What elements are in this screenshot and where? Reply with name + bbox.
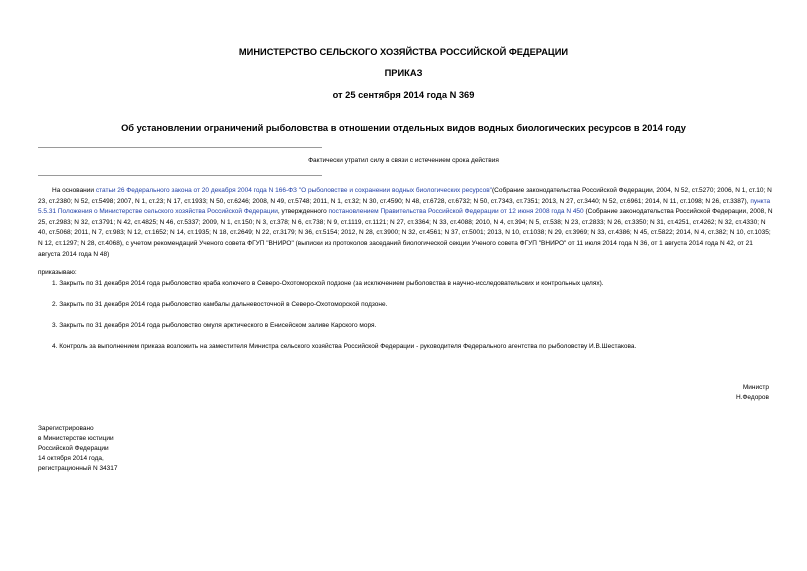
registration-line-2: в Министерстве юстиции <box>38 435 114 442</box>
validity-notice: Фактически утратил силу в связи с истечением срока действия <box>308 157 499 164</box>
link-government-resolution[interactable]: постановлением Правительства Российской Федерации от 12 июня 2008 года N 450 <box>328 208 584 216</box>
registration-line-5: регистрационный N 34317 <box>38 465 118 472</box>
registration-line-3: Российской Федерации <box>38 445 109 452</box>
basis-text-3: , утвержденного <box>277 208 329 216</box>
basis-text-1: На основании <box>52 187 96 194</box>
item-3: 3. Закрыть по 31 декабря 2014 года рыболовство омуля арктического в Енисейском заливе Карского моря. <box>52 322 377 329</box>
registration-line-4: 14 октября 2014 года, <box>38 455 104 462</box>
link-clause-5-5-31[interactable]: пункта 5.5.31 Положения о Министерстве сельского хозяйства Российской Федерации <box>38 197 771 216</box>
document-title: Об установлении ограничений рыболовства в отношении отдельных видов водных биологических ресурсов в 2014 году <box>121 123 686 133</box>
item-1: 1. Закрыть по 31 декабря 2014 года рыболовство краба колючего в Северо-Охотоморской подзоне (за исключением рыболовства в научно-исследовательских и контрольных целях). <box>52 280 604 287</box>
divider-top <box>38 147 322 148</box>
ministry-heading: МИНИСТЕРСТВО СЕЛЬСКОГО ХОЗЯЙСТВА РОССИЙСКОЙ ФЕДЕРАЦИИ <box>238 47 569 57</box>
decree-word: приказываю: <box>38 269 77 276</box>
divider-bottom <box>38 175 322 176</box>
basis-text-4: (Собрание законодательства Российской Федерации, 2008, N 25, ст.2983; N 32, ст.3791; N 42, ст.4825; N 46, ст.5337; 2009, N 1, ст.150; N 3, ст.378; N 6, ст.738; N 9, ст.1119, ст.1121; N 27, ст.3364; N 33, ст.4088; 2010, N 4, ст.394; N 5, ст.538; N 23, ст.2833; N 26, ст.3350; N 31, ст.4251, ст.4262; N 32, ст.4330; N 40, ст.5068; 2011, N 7, ст.983; N 12, ст.1652; N 14, ст.1935; N 18, ст.2649; N 22, ст.3179; N 36, ст.5154; 2012, N 28, ст.3900; N 32, ст.4561; N 37, ст.5001; 2013, N 10, ст.1038; N 29, ст.3969; N 33, ст.4386; N 45, ст.5822; 2014, N 4, ст.382; N 10, ст.1035; N 12, ст.1297; N 28, ст.4068), с учетом рекомендаций Ученого совета ФГУП "ВНИРО" (выписки из протоколов заседаний биологической секции Ученого совета ФГУП "ВНИРО" от 11 июля 2014 года N 36, от 1 августа 2014 года N 42, от 21 августа 2014 года N 48) <box>38 208 773 258</box>
doc-type-heading: ПРИКАЗ <box>384 68 423 78</box>
item-2: 2. Закрыть по 31 декабря 2014 года рыболовство камбалы дальневосточной в Северо-Охотоморской подзоне. <box>52 301 388 308</box>
signature-name: Н.Федоров <box>735 394 769 401</box>
signature-position: Министр <box>742 384 769 391</box>
registration-line-1: Зарегистрировано <box>38 425 94 432</box>
item-4: 4. Контроль за выполнением приказа возложить на заместителя Министра сельского хозяйства Российской Федерации - руководителя Федерального агентства по рыболовству И.В.Шестакова. <box>52 343 637 350</box>
basis-text-2: (Собрание законодательства Российской Федерации, 2004, N 52, ст.5270; 2006, N 1, ст.10; N 23, ст.2380; N 52, ст.5498; 2007, N 1, ст.23; N 17, ст.1933; N 50, ст.6246; 2008, N 49, ст.5748; 2011, N 1, ст.32; N 30, ст.4590; N 48, ст.6728, ст.6732; N 50, ст.7343, ст.7351; 2013, N 27, ст.3440; N 52, ст.6961; 2014, N 11, ст.1098; N 26, ст.3387), <box>38 187 772 205</box>
basis-paragraph <box>38 186 773 260</box>
link-article-26[interactable]: статьи 26 Федерального закона от 20 декабря 2004 года N 166-ФЗ "О рыболовстве и сохранении водных биологических ресурсов" <box>95 187 492 194</box>
date-number: от 25 сентября 2014 года N 369 <box>332 90 475 100</box>
